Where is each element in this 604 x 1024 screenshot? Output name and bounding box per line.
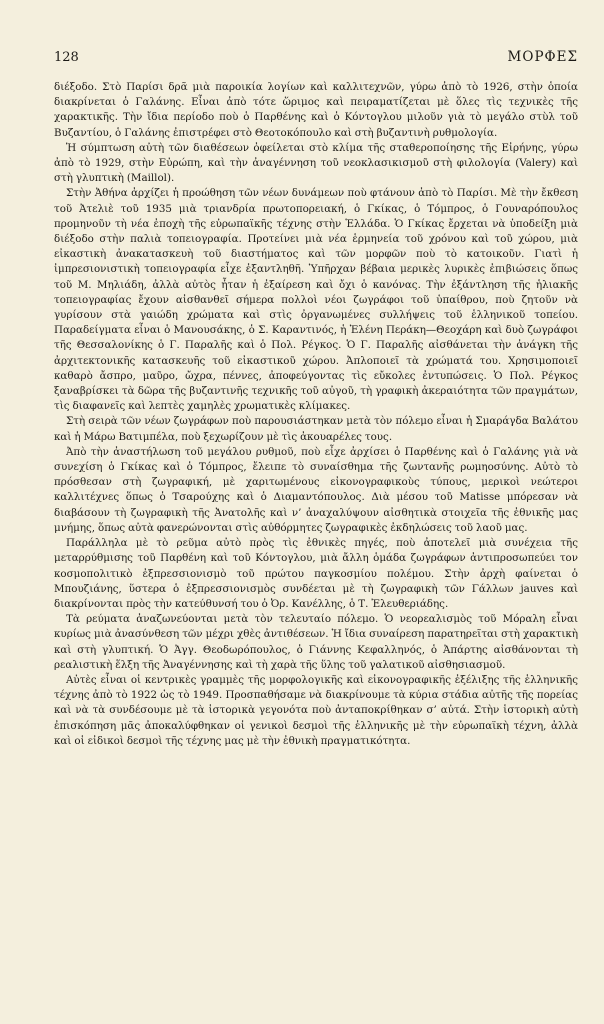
body-text — [54, 80, 578, 749]
paragraph: Αὐτὲς εἶναι οἱ κεντρικὲς γραμμὲς τῆς μορφολογικῆς καὶ εἰκονογραφικῆς ἐξέλιξης τῆς ἑλληνικῆς τέχνης ἀπὸ τὸ 1922 ὡς τὸ 1949. Προσπαθήσαμε νὰ διακρίνουμε τὰ κύρια στάδια αὐτῆς τῆς πορείας καὶ νὰ τὰ συνδέσουμε μὲ τὰ ἱστορικὰ γεγονότα ποὺ ἀνταποκρίθηκαν σ’ αὐτά. Στὴν ἱστορικὴ αὐτὴ ἐπισκόπηση μᾶς ἀποκαλύφθηκαν οἱ γενικοὶ δεσμοὶ τῆς ἑλληνικῆς μὲ τὴν εὐρωπαϊκὴ τέχνη, ἀλλὰ καὶ οἱ εἰδικοὶ δεσμοὶ τῆς τέχνης μας μὲ τὴν ἐθνικὴ πραγματικότητα. — [54, 673, 578, 747]
paragraph: Στὴν Ἀθήνα ἀρχίζει ἡ προώθηση τῶν νέων δυνάμεων ποὺ φτάνουν ἀπὸ τὸ Παρίσι. Μὲ τὴν ἔκθεση τοῦ Ἀτελιὲ τοῦ 1935 μιὰ τριανδρία πρωτοπορειακή, ὁ Γκίκας, ὁ Τόμπρος, ὁ Γουναρόπουλος προμηνοῦν τὴ νέα ἐποχὴ τῆς εὐρωπαϊκῆς τέχνης στὴν Ἑλλάδα. Ὁ Γκίκας ἔρχεται νὰ ὑποδείξη μιὰ διέξοδο στὴν παλιὰ τοπειογραφία. Προτείνει μιὰ νέα ἑρμηνεία τοῦ χρόνου καὶ τοῦ χώρου, μιὰ εἰκαστικὴ ἀνακατασκευὴ τοῦ διαστήματος καὶ τῶν μορφῶν ποὺ τὸ κατοικοῦν. Γιατὶ ἡ ἰμπρεσιονιστικὴ τοπειογραφία εἶχε ἐξαντληθῆ. Ὑπῆρχαν βέβαια μερικὲς λυρικὲς ἐπιβιώσεις ὅπως τοῦ Μ. Μηλιάδη, ἀλλὰ αὐτὸς ἦταν ἡ ἐξαίρεση καὶ ὄχι ὁ κανόνας. Τὴν ἐξάντληση τῆς ἡλιακῆς τοπειογραφίας ἔχουν αἰσθανθεῖ σήμερα πολλοὶ νέοι ζωγράφοι τοῦ ὑπαίθρου, ποὺ ζητοῦν νὰ γυρίσουν στὰ γαιώδη χρώματα καὶ στὶς ὀργανωμένες συλλήψεις τοῦ ἑλληνικοῦ τοπείου. Παραδείγματα εἶναι ὁ Μανουσάκης, ὁ Σ. Καραντινός, ἡ Ἑλένη Περάκη—Θεοχάρη καὶ δυὸ ζωγράφοι τῆς Θεσσαλονίκης ὁ Γ. Παραλῆς καὶ ὁ Πολ. Ρέγκος. Ὁ Γ. Παραλῆς αἰσθάνεται τὴν ἀνάγκη τῆς ἀρχιτεκτονικῆς κατασκευῆς τοῦ εἰκαστικοῦ χώρου. Ἀπλοποιεῖ τὰ χρώματά του. Χρησιμοποιεῖ καθαρὸ ἄσπρο, μαῦρο, ὤχρα, πέννες, ἀποφεύγοντας τὶς εὔκολες ἐντυπώσεις. Ὁ Πολ. Ρέγκος ξαναβρίσκει τὰ δῶρα τῆς βυζαντινῆς τεχνικῆς τοῦ αὐγοῦ, τὴ γραφικὴ ἀκεραιότητα τῶν πραγμάτων, τὶς διαφανεῖς καὶ λεπτὲς χαμηλὲς χρωματικὲς κλίμακες. — [54, 187, 578, 413]
page-header — [54, 49, 578, 65]
paragraph: Στὴ σειρὰ τῶν νέων ζωγράφων ποὺ παρουσιάστηκαν μετὰ τὸν πόλεμο εἶναι ἡ Σμαράγδα Βαλάτου καὶ ἡ Μάρω Βατιμπέλα, ποὺ ξεχωρίζουν μὲ τὶς ἀκουαρέλες τους. — [54, 415, 578, 443]
page-number: 128 — [54, 50, 79, 65]
paragraph: Ἀπὸ τὴν ἀναστήλωση τοῦ μεγάλου ρυθμοῦ, ποὺ εἶχε ἀρχίσει ὁ Παρθένης καὶ ὁ Γαλάνης γιὰ νὰ συνεχίση ὁ Γκίκας καὶ ὁ Τόμπρος, ἔλειπε τὸ συναίσθημα τῆς ζωντανῆς ρωμηοσύνης. Αὐτὸ τὸ πρόσθεσαν στὴ ζωγραφική, μὲ χαριτωμένους εἰκονογραφικοὺς τύπους, μερικοὶ νεώτεροι καλλιτέχνες ὅπως ὁ Τσαρούχης καὶ ὁ Διαμαντόπουλος. Διὰ μέσου τοῦ Matisse μπόρεσαν νὰ διαβάσουν τὴ ζωγραφικὴ τῆς Ἀνατολῆς καὶ ν’ ἀναχαλύψουν αἰσθητικὰ στοιχεῖα τῆς ἐθνικῆς μας μνήμης, ὅπως αὐτὰ φανερώνονται στὶς αὐθόρμητες ζωγραφικὲς ἐκδηλώσεις τοῦ λαοῦ μας. — [54, 445, 578, 534]
paragraph: διέξοδο. Στὸ Παρίσι δρᾶ μιὰ παροικία λογίων καὶ καλλιτεχνῶν, γύρω ἀπὸ τὸ 1926, στὴν ὁποία διακρίνεται ὁ Γαλάνης. Εἶναι ἀπὸ τότε ὥριμος καὶ πειραματίζεται μὲ ὅλες τὶς τεχνικὲς τῆς χαρακτικῆς. Τὴν ἴδια περίοδο ποὺ ὁ Παρθένης καὶ ὁ Κόντογλου μιλοῦν γιὰ τὸ μεγάλο στὺλ τοῦ Βυζαντίου, ὁ Γαλάνης ἐπιστρέφει στὸ Θεοτοκόπουλο καὶ στὴ βυζαντινὴ ρυθμολογία. — [54, 81, 578, 139]
running-head: ΜΟΡΦΕΣ — [507, 49, 578, 65]
paragraph: Ἡ σύμπτωση αὐτὴ τῶν διαθέσεων ὀφείλεται στὸ κλίμα τῆς σταθεροποίησης τῆς Εἰρήνης, γύρω ἀπὸ τὸ 1929, στὴν Εὐρώπη, καὶ τὴν ἀναγέννηση τοῦ νεοκλασικισμοῦ στὴ φιλολογία (Valery) καὶ στὴ γλυπτικὴ (Maillol). — [54, 141, 578, 185]
paragraph: Τὰ ρεύματα ἀναζωνεύονται μετὰ τὸν τελευταίο πόλεμο. Ὁ νεορεαλισμὸς τοῦ Μόραλη εἶναι κυρίως μιὰ ἀνασύνθεση τῶν μέχρι χθὲς ἀντιθέσεων. Ἡ ἴδια συναίρεση παρατηρεῖται στὴ χαρακτικὴ καὶ στὴ γλυπτική. Ὁ Ἀγγ. Θεοδωρόπουλος, ὁ Γιάννης Κεφαλληνός, ὁ Ἀπάρτης αἰσθάνονται τὴ ρεαλιστικὴ ἕλξη τῆς Ἀναγέννησης καὶ τὴ χαρὰ τῆς ὕλης τοῦ γαλατικοῦ αἰσθησιασμοῦ. — [54, 613, 578, 671]
paragraph: Παράλληλα μὲ τὸ ρεῦμα αὐτὸ πρὸς τὶς ἐθνικὲς πηγές, ποὺ ἀποτελεῖ μιὰ συνέχεια τῆς μεταρρύθμισης τοῦ Παρθένη καὶ τοῦ Κόντογλου, μιὰ ἄλλη ὁμάδα ζωγράφων ἀντιπροσωπεύει τον κοσμοπολιτικὸ ἐξπρεσσιονισμὸ τοῦ πρώτου παγκοσμίου πολέμου. Στὴν ἀρχὴ φαίνεται ὁ Μπουζιάνης, ὕστερα ὁ ἐξπρεσσιονισμὸς συνδέεται μὲ τὴ ζωγραφικὴ τῶν Γάλλων jauves καὶ διακρίνονται πρὸς τὴν κατεύθυνσή του ὁ Ὀρ. Κανέλλης, ὁ Τ. Ἐλευθεριάδης. — [54, 537, 578, 610]
